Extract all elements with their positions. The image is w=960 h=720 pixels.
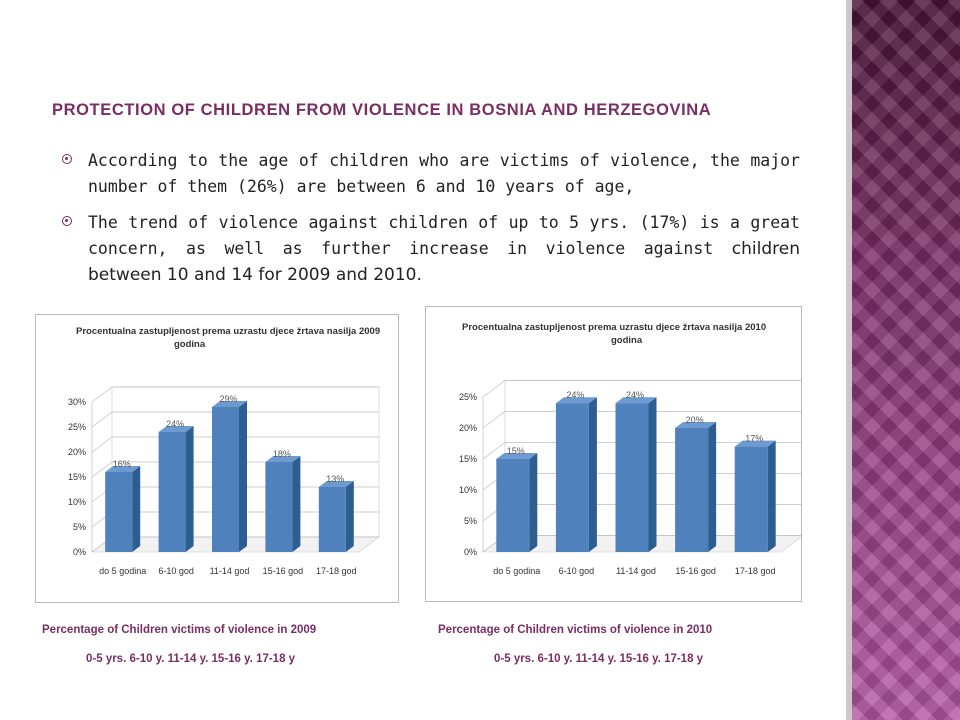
chart-title-line: Procentualna zastupljenost prema uzrastu djece žrtava nasilja 2010 xyxy=(462,322,767,333)
bullet-item-1 xyxy=(62,148,800,200)
chart-2009 xyxy=(35,314,399,603)
data-label: 24% xyxy=(625,390,645,401)
bar xyxy=(735,447,768,552)
bullet-ring-icon xyxy=(62,154,72,164)
bar-side xyxy=(649,397,657,552)
data-label: 29% xyxy=(219,394,238,404)
bar xyxy=(319,487,346,552)
caption-2009-ages: 0-5 yrs. 6-10 y. 11-14 y. 15-16 y. 17-18 y xyxy=(86,653,296,665)
caption-2009-title: Percentage of Children victims of violence in 2009 xyxy=(42,624,317,636)
y-tick-label: 5% xyxy=(72,522,86,532)
bar-side xyxy=(768,441,776,552)
bar-side xyxy=(589,397,597,552)
bar-side xyxy=(132,466,140,552)
data-label: 24% xyxy=(566,390,585,401)
x-tick-label: do 5 godina xyxy=(493,566,541,576)
x-tick-label: 11-14 god xyxy=(616,566,656,576)
bar xyxy=(159,432,186,552)
y-tick-label: 25% xyxy=(458,392,477,402)
data-label: 16% xyxy=(112,459,131,469)
chart-2010 xyxy=(425,306,802,602)
bullet-ring-icon xyxy=(62,216,72,226)
bar-side xyxy=(708,422,716,552)
bar xyxy=(616,403,649,552)
bullet-text-1: According to the age of children who are victims of violence, the major number of them (26%) are between 6 and 10 years of age, xyxy=(88,151,800,196)
bar-side xyxy=(346,481,354,552)
bar xyxy=(105,472,132,552)
bar xyxy=(265,462,292,552)
x-tick-label: 17-18 god xyxy=(734,566,776,576)
bar-side xyxy=(292,456,300,552)
bar xyxy=(556,403,589,552)
x-tick-label: 6-10 god xyxy=(558,566,595,576)
y-tick-label: 0% xyxy=(72,547,86,557)
y-tick-label: 15% xyxy=(458,454,477,464)
chart-title-line: Procentualna zastupljenost prema uzrastu djece žrtava nasilja 2009 xyxy=(76,326,381,337)
x-tick-label: 11-14 god xyxy=(209,566,250,576)
page-title: PROTECTION OF CHILDREN FROM VIOLENCE IN BOSNIA AND HERZEGOVINA xyxy=(52,101,712,119)
y-tick-label: 0% xyxy=(463,547,477,557)
data-label: 15% xyxy=(506,446,525,456)
y-tick-label: 15% xyxy=(67,472,86,482)
x-tick-label: 15-16 god xyxy=(262,566,304,576)
caption-2010-title: Percentage of Children victims of violence in 2010 xyxy=(438,624,713,636)
bar-side xyxy=(239,401,247,552)
y-tick-label: 5% xyxy=(463,516,477,526)
bar-side xyxy=(529,453,537,552)
chart-2010-svg xyxy=(426,307,801,601)
bullet-list xyxy=(62,148,800,298)
x-tick-label: 15-16 god xyxy=(675,566,716,576)
y-tick-label: 10% xyxy=(67,497,86,507)
data-label: 13% xyxy=(326,474,345,484)
x-tick-label: 6-10 god xyxy=(158,566,194,576)
x-tick-label: do 5 godina xyxy=(99,566,147,576)
data-label: 24% xyxy=(166,419,185,429)
chart-title-line: godina xyxy=(611,335,643,346)
chart-2009-svg xyxy=(36,315,398,602)
bar xyxy=(675,428,708,552)
y-tick-label: 25% xyxy=(67,422,86,432)
x-tick-label: 17-18 god xyxy=(316,566,357,576)
chart-title-line: godina xyxy=(174,339,206,350)
y-tick-label: 20% xyxy=(67,447,86,457)
decorative-side-band xyxy=(852,0,960,720)
bar xyxy=(496,459,529,552)
bar-side xyxy=(186,426,194,552)
y-tick-label: 30% xyxy=(67,397,86,407)
bar xyxy=(212,407,239,552)
y-tick-label: 10% xyxy=(458,485,477,495)
data-label: 18% xyxy=(272,449,291,459)
caption-2010-ages: 0-5 yrs. 6-10 y. 11-14 y. 15-16 y. 17-18 y xyxy=(494,653,704,665)
bullet-item-2 xyxy=(62,210,800,288)
data-label: 20% xyxy=(685,415,704,425)
bullet-text-2: The trend of violence against children of up to 5 yrs. (17%) is a great concern, as well as further increase in violence against xyxy=(88,213,800,258)
bullet-text-2-end: children between 10 and 14 for 2009 and 2010. xyxy=(88,239,801,285)
data-label: 17% xyxy=(745,433,764,444)
y-tick-label: 20% xyxy=(458,423,477,433)
